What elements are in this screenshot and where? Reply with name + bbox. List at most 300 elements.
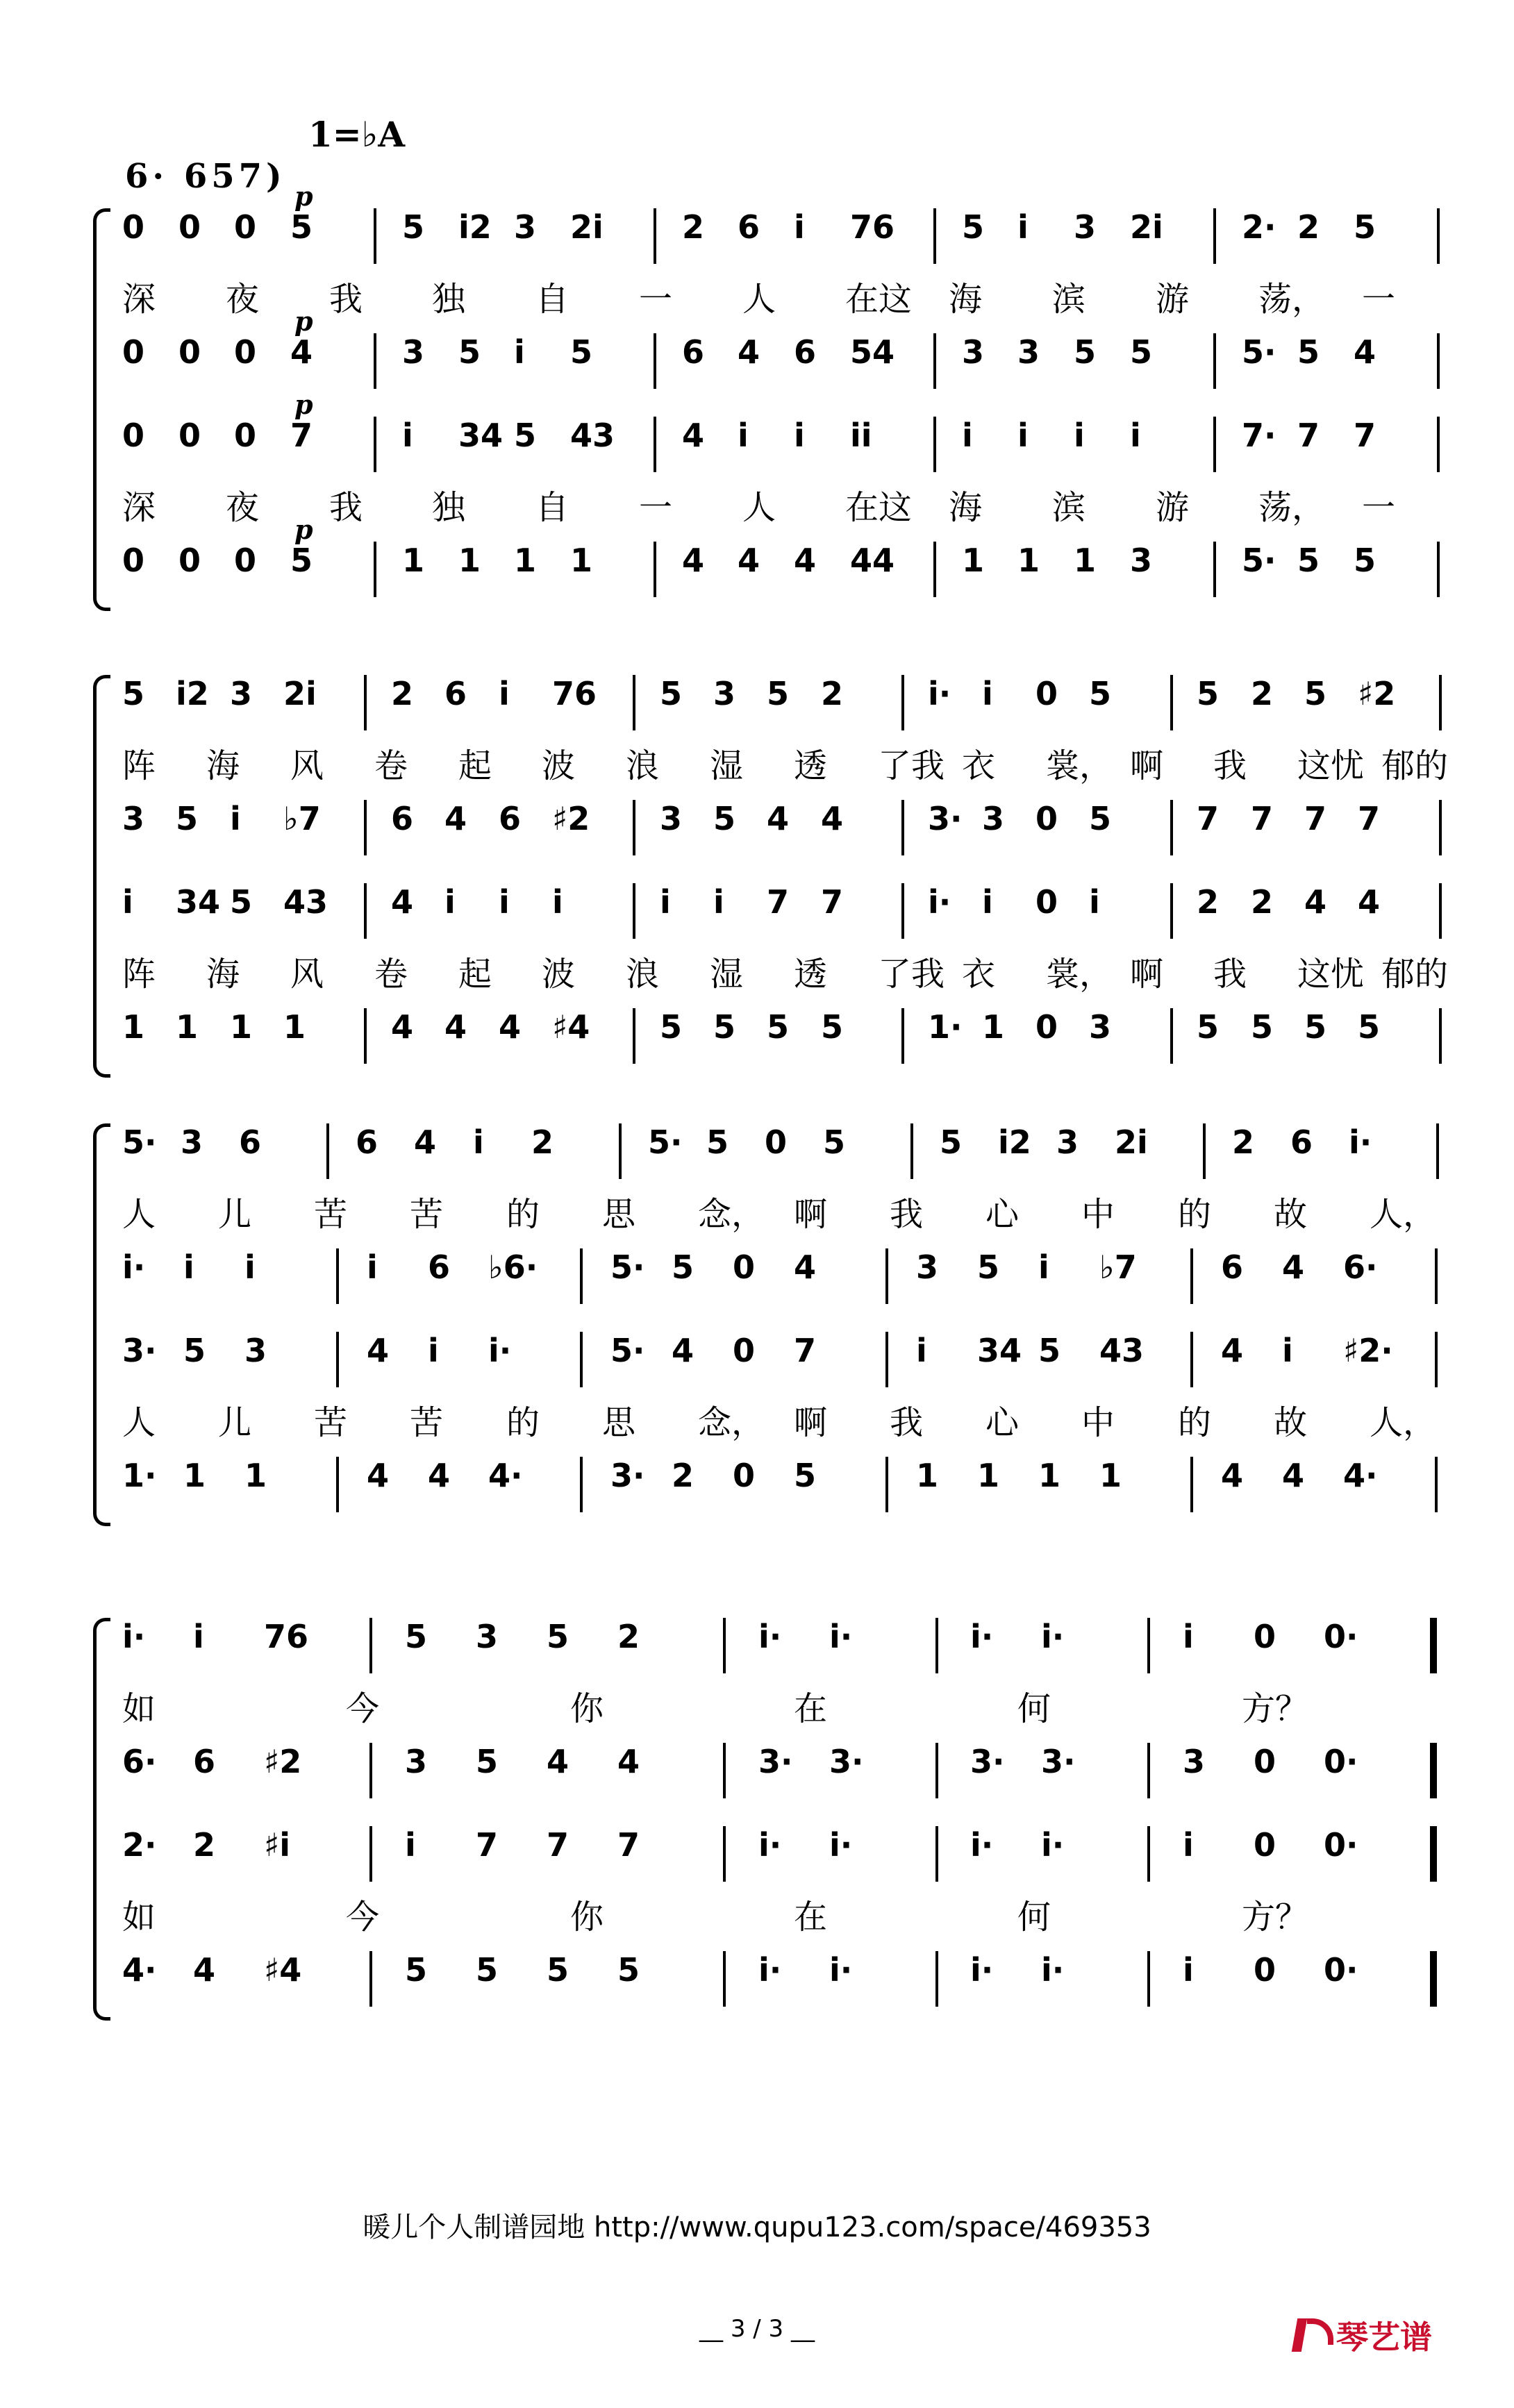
note: 4 [1354, 333, 1376, 371]
note: 2 [1251, 883, 1274, 921]
lyric-syllable: 裳， [1046, 746, 1113, 785]
note: 5 [672, 1248, 694, 1286]
lyric-syllable: 人， [1370, 1403, 1437, 1442]
note: ♯2· [1343, 1332, 1393, 1369]
lyric-syllable: 起 [458, 746, 492, 785]
note: 2 [391, 675, 414, 712]
note: 2 [682, 208, 705, 246]
notation-row [122, 1743, 1465, 1798]
note: 2 [193, 1826, 216, 1864]
note: i [1282, 1332, 1293, 1369]
lyric-syllable: 深 [122, 280, 156, 319]
note: 6 [239, 1123, 262, 1161]
note: 5 [821, 1008, 844, 1046]
barline [1435, 1248, 1438, 1304]
barline [1213, 417, 1216, 472]
note: i· [1041, 1826, 1065, 1864]
note: 34 [458, 417, 504, 454]
note: 3 [916, 1248, 939, 1286]
lyric-syllable: 何 [1017, 1898, 1051, 1937]
note: 4 [428, 1457, 451, 1494]
barline [633, 800, 635, 855]
note: 3 [244, 1332, 267, 1369]
note: 3 [122, 800, 145, 837]
note: i· [970, 1618, 994, 1655]
note: 0 [765, 1123, 788, 1161]
lyric-row [122, 1187, 1465, 1236]
note: 5 [1197, 675, 1220, 712]
note: 7· [1242, 417, 1276, 454]
barline [933, 542, 936, 597]
note: 3 [1089, 1008, 1112, 1046]
lyric-syllable: 方？ [1242, 1898, 1309, 1937]
note: 5 [402, 208, 425, 246]
lyric-syllable: 在 [794, 1898, 828, 1937]
lyric-syllable: 这忧 [1297, 746, 1365, 785]
system-brace [93, 675, 110, 1078]
barline [1147, 1618, 1150, 1673]
lyric-syllable: 游 [1156, 488, 1190, 527]
note: i [514, 333, 525, 371]
notation-row [122, 1618, 1465, 1673]
lyric-syllable: 滨 [1052, 488, 1086, 527]
score-system [83, 675, 1465, 1078]
note: 5 [940, 1123, 963, 1161]
note: i· [829, 1618, 853, 1655]
barline [633, 675, 635, 730]
note: 76 [850, 208, 895, 246]
barline [1190, 1248, 1193, 1304]
note: 4 [821, 800, 844, 837]
barline [1213, 333, 1216, 389]
dynamic-mark: p [294, 181, 313, 212]
barline [1439, 675, 1442, 730]
note: 5· [610, 1248, 645, 1286]
note: 1 [982, 1008, 1005, 1046]
note: i [230, 800, 241, 837]
barline [885, 1332, 888, 1387]
note: 4 [367, 1457, 390, 1494]
page-number: __ 3 / 3 __ [699, 2315, 815, 2343]
lyric-syllable: 的 [506, 1403, 540, 1442]
barline [364, 800, 367, 855]
note: 6· [122, 1743, 157, 1780]
barline [364, 675, 367, 730]
note: 5· [1242, 542, 1276, 579]
note: i· [829, 1826, 853, 1864]
note: 4· [122, 1951, 157, 1989]
note: i· [758, 1618, 782, 1655]
note: 3 [476, 1618, 499, 1655]
barline [654, 417, 656, 472]
note: 5 [1297, 333, 1320, 371]
note: 5 [1354, 542, 1376, 579]
note: 7 [476, 1826, 499, 1864]
lyric-syllable: 浪 [626, 746, 660, 785]
note: i [1183, 1951, 1194, 1989]
note: i [444, 883, 456, 921]
note: 4 [391, 1008, 414, 1046]
lyric-syllable: 故 [1274, 1195, 1308, 1234]
note: i· [1349, 1123, 1372, 1161]
note: ♯2 [264, 1743, 302, 1780]
barline [1436, 1123, 1439, 1179]
barline [933, 208, 936, 264]
notation-row [122, 1248, 1465, 1304]
note: i [916, 1332, 927, 1369]
note: 0 [1035, 1008, 1058, 1046]
lyric-syllable: 念， [698, 1195, 765, 1234]
note: 5 [977, 1248, 1000, 1286]
note: 5 [1197, 1008, 1220, 1046]
lyric-syllable: 海 [206, 955, 240, 994]
note: 43 [1099, 1332, 1145, 1369]
note: 7 [1304, 800, 1327, 837]
note: 0 [733, 1332, 756, 1369]
lyric-syllable: 念， [698, 1403, 765, 1442]
note: 0 [1254, 1826, 1276, 1864]
lyric-syllable: 卷 [374, 746, 408, 785]
note: 1· [122, 1457, 157, 1494]
lyric-syllable: 风 [290, 746, 324, 785]
lyric-syllable: 啊 [794, 1195, 828, 1234]
note: i· [829, 1951, 853, 1989]
barline [580, 1332, 583, 1387]
note: 7 [1358, 800, 1381, 837]
barline [901, 883, 904, 939]
note: 76 [552, 675, 597, 712]
lyric-syllable: 中 [1081, 1403, 1115, 1442]
note: 5 [547, 1618, 569, 1655]
lyric-syllable: 中 [1081, 1195, 1115, 1234]
note: 2i [1115, 1123, 1148, 1161]
lyric-row [122, 480, 1465, 529]
note: 4 [193, 1951, 216, 1989]
note: i [1017, 208, 1029, 246]
lyric-syllable: 了我 [878, 746, 945, 785]
note: 5 [547, 1951, 569, 1989]
lyric-syllable: 你 [570, 1898, 604, 1937]
lyric-syllable: 在 [794, 1689, 828, 1728]
note: ♯i [264, 1826, 291, 1864]
note: 3 [982, 800, 1005, 837]
note: ♭6· [488, 1248, 538, 1286]
notation-row [122, 333, 1465, 389]
lyric-row [122, 1682, 1465, 1730]
note: 4 [499, 1008, 522, 1046]
barline [933, 333, 936, 389]
key-signature: 1=♭A [308, 114, 406, 155]
dynamic-mark: p [294, 389, 313, 420]
note: 1 [244, 1457, 267, 1494]
lyric-syllable: 阵 [122, 746, 156, 785]
note: i [738, 417, 749, 454]
note: 3 [660, 800, 683, 837]
note: i· [970, 1951, 994, 1989]
barline [654, 333, 656, 389]
lyric-syllable: 阵 [122, 955, 156, 994]
note: 5 [230, 883, 253, 921]
note: 3 [230, 675, 253, 712]
lyric-syllable: 衣 [962, 746, 996, 785]
lyric-syllable: 起 [458, 955, 492, 994]
note: 5 [1251, 1008, 1274, 1046]
lyric-syllable: 我 [890, 1195, 924, 1234]
barline [336, 1457, 339, 1512]
note: i [1038, 1248, 1049, 1286]
note: 5 [476, 1951, 499, 1989]
score-system [83, 1123, 1465, 1526]
barline [369, 1618, 372, 1673]
barline [1203, 1123, 1206, 1179]
note: 0 [122, 542, 145, 579]
note: 0· [1324, 1618, 1358, 1655]
barline [374, 208, 376, 264]
note: 5 [1358, 1008, 1381, 1046]
lyric-syllable: 啊 [1130, 746, 1164, 785]
note: i [794, 417, 805, 454]
barline [1437, 542, 1440, 597]
note: i [402, 417, 413, 454]
note: 4 [547, 1743, 569, 1780]
note: 4 [444, 1008, 467, 1046]
barline [885, 1457, 888, 1512]
barline [885, 1248, 888, 1304]
lyric-row [122, 739, 1465, 787]
note: 3 [405, 1743, 428, 1780]
note: 0 [733, 1457, 756, 1494]
note: 5 [1130, 333, 1153, 371]
note: 0 [1035, 883, 1058, 921]
lyric-syllable: 的 [1178, 1195, 1212, 1234]
note: i [499, 883, 510, 921]
note: 7 [794, 1332, 817, 1369]
lyric-syllable: 今 [346, 1689, 380, 1728]
barline [1147, 1743, 1150, 1798]
barline [901, 1008, 904, 1064]
note: 0 [234, 417, 257, 454]
note: 0· [1324, 1951, 1358, 1989]
note: 5 [1089, 800, 1112, 837]
note: 3· [1041, 1743, 1076, 1780]
final-barline [1430, 1826, 1437, 1882]
final-barline [1430, 1743, 1437, 1798]
note: 5 [1297, 542, 1320, 579]
note: 1· [928, 1008, 963, 1046]
notation-row [122, 417, 1465, 472]
note: 2 [821, 675, 844, 712]
note: i· [1041, 1618, 1065, 1655]
note: 7 [547, 1826, 569, 1864]
note: 5 [514, 417, 537, 454]
lyric-syllable: 思 [602, 1403, 636, 1442]
note: 6 [1221, 1248, 1244, 1286]
lyric-syllable: 我 [1213, 955, 1247, 994]
barline [1439, 883, 1442, 939]
lyric-syllable: 透 [794, 955, 828, 994]
barline [901, 800, 904, 855]
note: 0 [1035, 800, 1058, 837]
note: ii [850, 417, 872, 454]
note: 6 [682, 333, 705, 371]
note: 4· [1343, 1457, 1378, 1494]
lyric-syllable: 海 [949, 488, 983, 527]
note: 0 [1254, 1951, 1276, 1989]
note: 5 [405, 1951, 428, 1989]
lyric-syllable: 透 [794, 746, 828, 785]
note: 1 [402, 542, 425, 579]
note: i [122, 883, 133, 921]
note: 5 [962, 208, 985, 246]
lyric-syllable: 滨 [1052, 280, 1086, 319]
note: 3· [758, 1743, 793, 1780]
note: i [794, 208, 805, 246]
lyric-syllable: 卷 [374, 955, 408, 994]
lyric-syllable: 今 [346, 1898, 380, 1937]
barline [1439, 1008, 1442, 1064]
note: i [244, 1248, 256, 1286]
note: i [1183, 1826, 1194, 1864]
lyric-syllable: 的 [1178, 1403, 1212, 1442]
barline [336, 1248, 339, 1304]
note: ♭7 [1099, 1248, 1137, 1286]
note: 7 [767, 883, 790, 921]
lyric-syllable: 波 [542, 746, 576, 785]
note: 6 [391, 800, 414, 837]
barline [1170, 675, 1173, 730]
lyric-syllable: 一 [639, 280, 673, 319]
note: i [713, 883, 724, 921]
dynamic-mark: p [294, 514, 313, 545]
note: 4· [488, 1457, 523, 1494]
lyric-row [122, 272, 1465, 321]
barline [336, 1332, 339, 1387]
note: 0 [178, 417, 201, 454]
lyric-syllable: 自 [535, 280, 569, 319]
notation-row [122, 883, 1465, 939]
lyric-syllable: 湿 [710, 955, 744, 994]
note: 5 [290, 208, 313, 246]
lyric-syllable: 何 [1017, 1689, 1051, 1728]
lyric-syllable: 郁的 [1381, 955, 1449, 994]
lyric-syllable: 独 [432, 280, 466, 319]
dynamic-mark: p [294, 306, 313, 337]
lyric-syllable: 这忧 [1297, 955, 1365, 994]
note: 4 [682, 417, 705, 454]
note: 4 [767, 800, 790, 837]
note: 5 [1304, 675, 1327, 712]
note: 5 [1038, 1332, 1061, 1369]
lyric-syllable: 方？ [1242, 1689, 1309, 1728]
barline [1147, 1826, 1150, 1882]
barline [580, 1457, 583, 1512]
note: 1 [176, 1008, 199, 1046]
note: 4 [414, 1123, 437, 1161]
note: 3· [970, 1743, 1005, 1780]
note: 3· [928, 800, 963, 837]
barline [723, 1951, 726, 2007]
note: 0 [122, 417, 145, 454]
note: 1 [1074, 542, 1097, 579]
barline [1213, 542, 1216, 597]
note: 3 [1017, 333, 1040, 371]
lyric-syllable: 游 [1156, 280, 1190, 319]
note: 2· [1242, 208, 1276, 246]
note: 5· [610, 1332, 645, 1369]
lyric-syllable: 啊 [794, 1403, 828, 1442]
lyric-syllable: 我 [890, 1403, 924, 1442]
barline [1170, 883, 1173, 939]
lyric-syllable: 湿 [710, 746, 744, 785]
note: ♯2 [552, 800, 590, 837]
note: 3 [1183, 1743, 1206, 1780]
note: 1 [1038, 1457, 1061, 1494]
barline [901, 675, 904, 730]
lyric-syllable: 苦 [410, 1195, 444, 1234]
note: i [367, 1248, 378, 1286]
note: 3 [713, 675, 736, 712]
barline [633, 1008, 635, 1064]
note: 3· [610, 1457, 645, 1494]
note: 34 [977, 1332, 1022, 1369]
lyric-syllable: 风 [290, 955, 324, 994]
lyric-syllable: 衣 [962, 955, 996, 994]
lyric-syllable: 裳， [1046, 955, 1113, 994]
note: i· [928, 883, 951, 921]
note: 5 [767, 675, 790, 712]
note: 0 [1254, 1618, 1276, 1655]
note: 4 [290, 333, 313, 371]
note: i [1017, 417, 1029, 454]
lyric-syllable: 心 [985, 1195, 1020, 1234]
note: i2 [998, 1123, 1031, 1161]
barline [723, 1826, 726, 1882]
lyric-row [122, 1396, 1465, 1444]
note: 5 [1304, 1008, 1327, 1046]
lyric-syllable: 的 [506, 1195, 540, 1234]
lyric-syllable: 独 [432, 488, 466, 527]
lyric-syllable: 深 [122, 488, 156, 527]
note: 1 [514, 542, 537, 579]
barline [374, 542, 376, 597]
lyric-syllable: 故 [1274, 1403, 1308, 1442]
note: 7 [821, 883, 844, 921]
note: 4 [794, 542, 817, 579]
lyric-syllable: 浪 [626, 955, 660, 994]
note: i [982, 675, 993, 712]
notation-row [122, 800, 1465, 855]
note: 1 [122, 1008, 145, 1046]
notation-row [122, 1826, 1465, 1882]
intro-notes: 6· 657) [125, 157, 286, 196]
note: 4 [1358, 883, 1381, 921]
note: 7 [1354, 417, 1376, 454]
note: 3· [829, 1743, 864, 1780]
barline [326, 1123, 329, 1179]
barline [723, 1743, 726, 1798]
note: 4 [1282, 1248, 1305, 1286]
note: i [552, 883, 563, 921]
note: 5 [794, 1457, 817, 1494]
note: i· [970, 1826, 994, 1864]
barline [1435, 1332, 1438, 1387]
score-system [83, 181, 1465, 611]
note: 4 [391, 883, 414, 921]
notation-row [122, 1457, 1465, 1512]
note: 2 [672, 1457, 694, 1494]
lyric-syllable: 我 [1213, 746, 1247, 785]
note: 5 [1089, 675, 1112, 712]
